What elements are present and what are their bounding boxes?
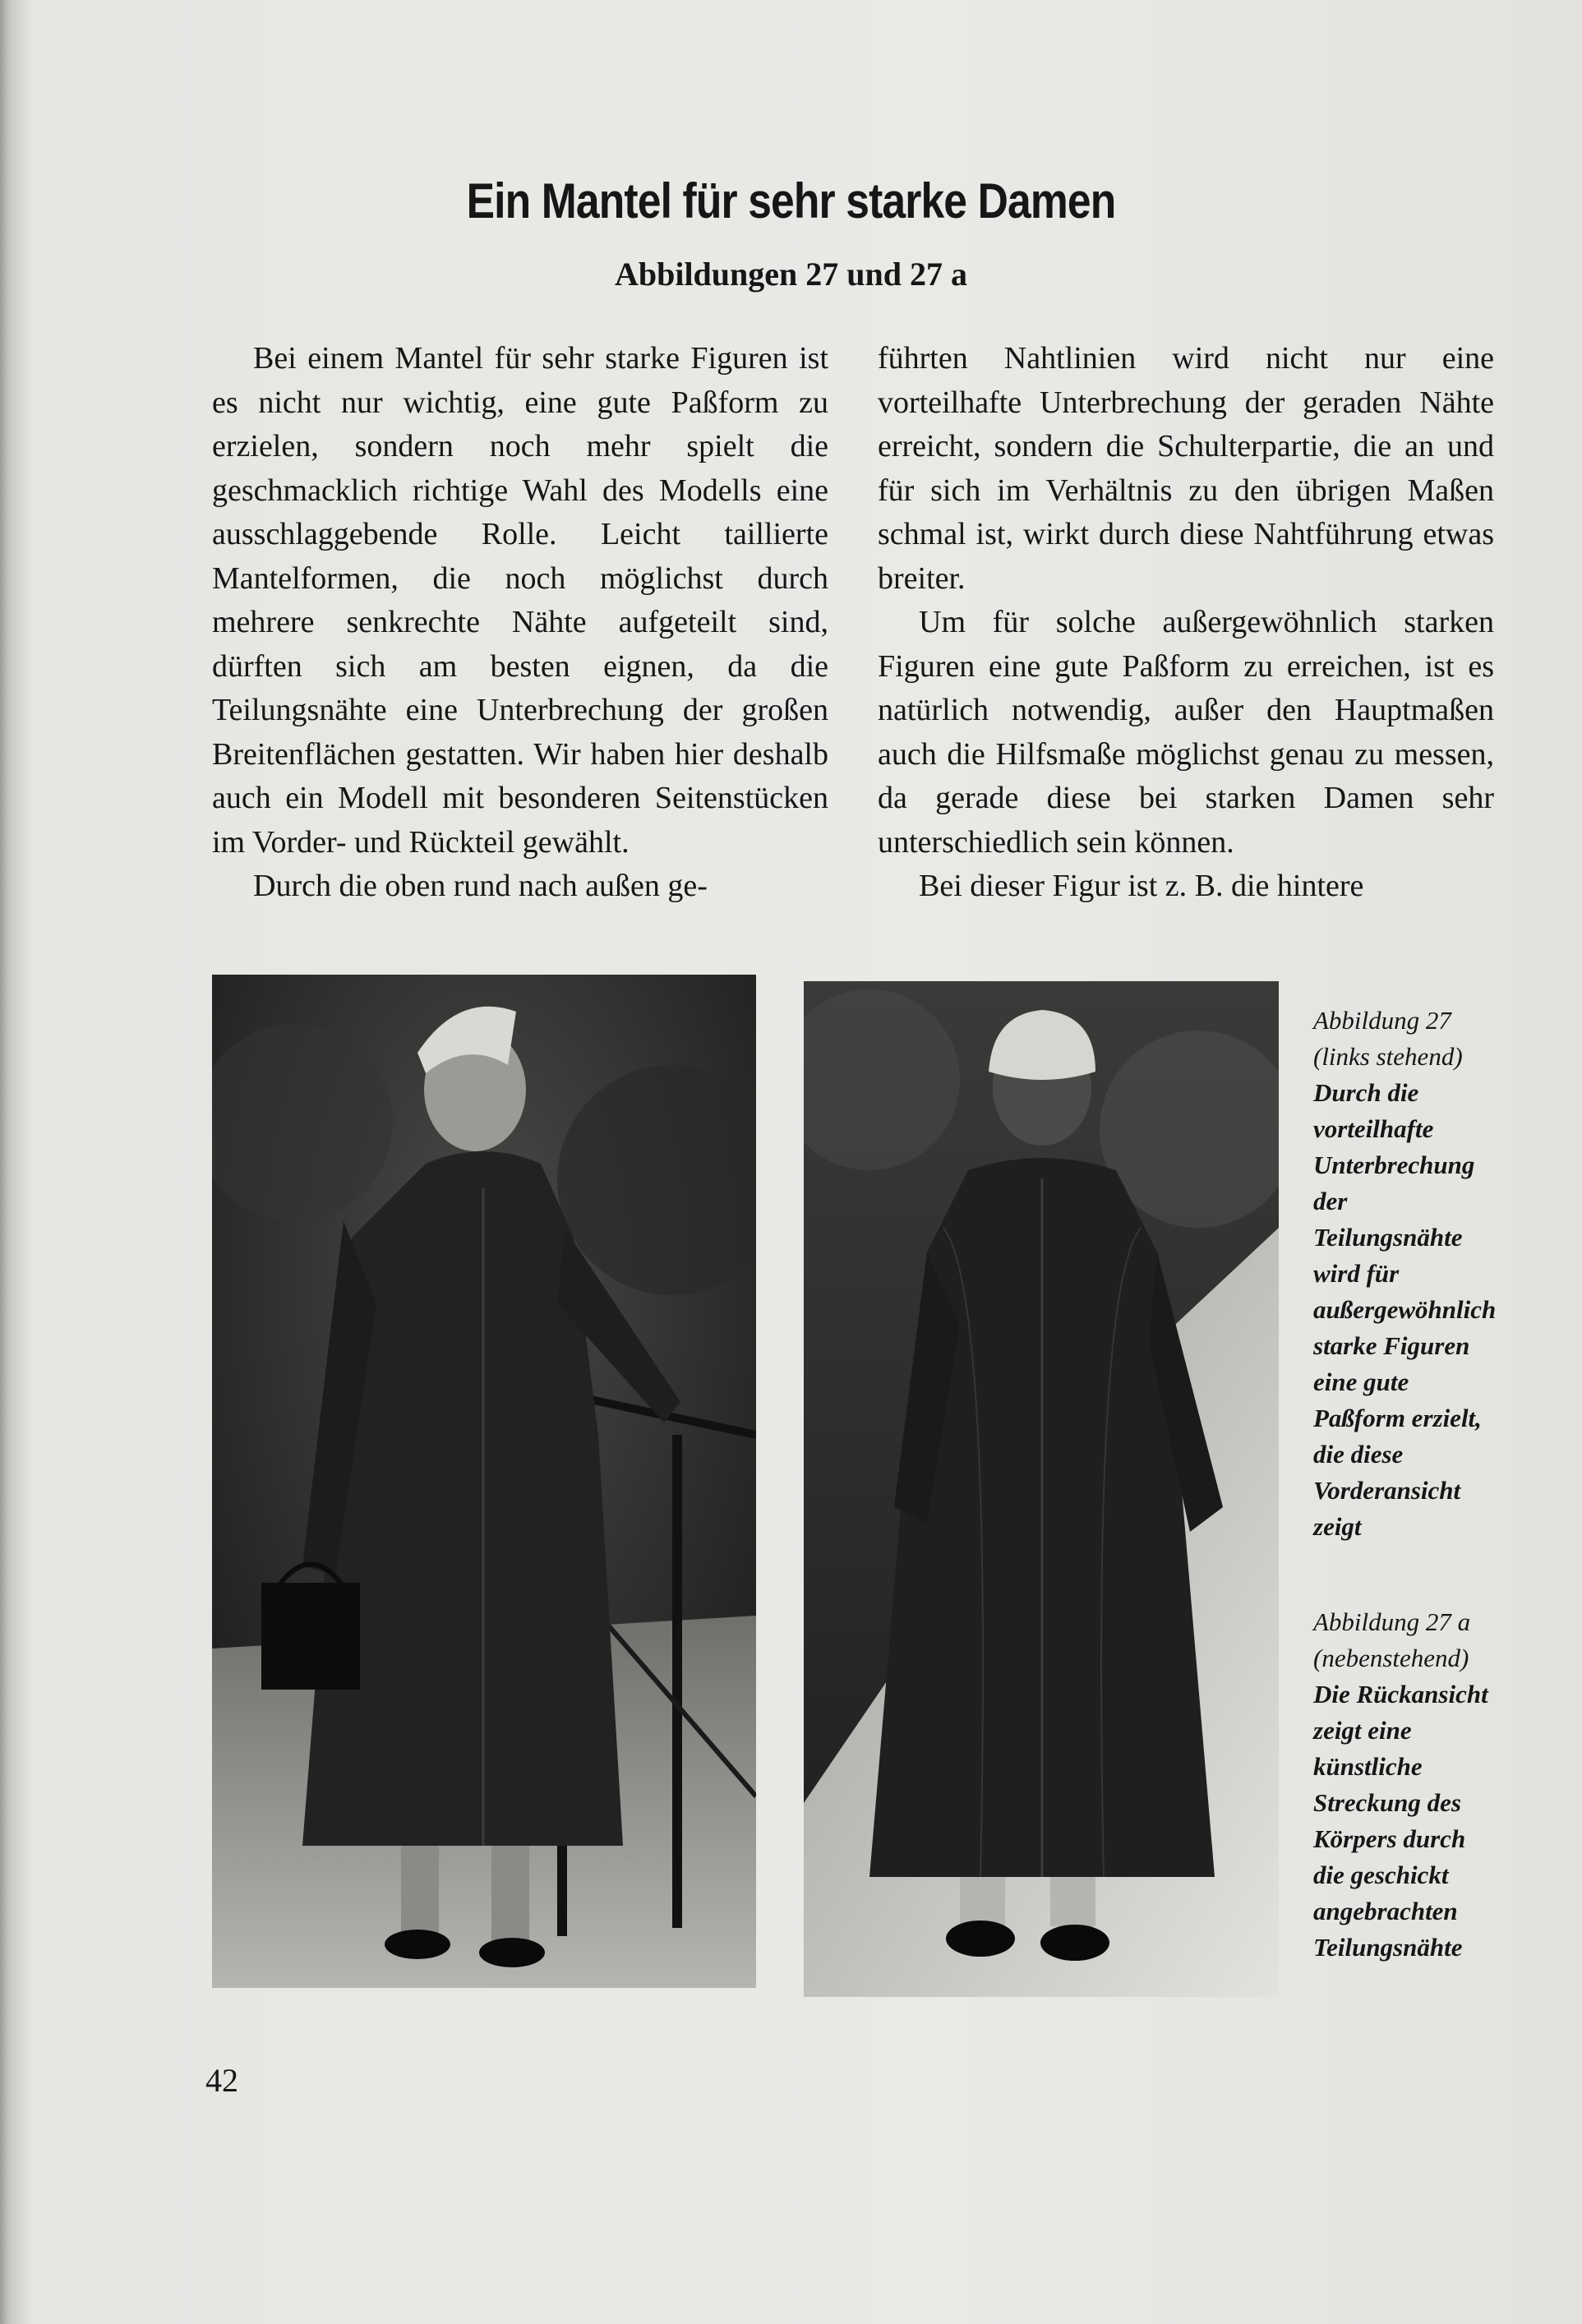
caption-figure-27a: [1313, 1604, 1502, 1966]
caption-body: Durch die vorteilhafte Unterbrechung der Teilungsnähte wird für außergewöhnlich starke Figuren eine gute Paßform erzielt, die diese Vorderansicht zeigt: [1313, 1078, 1497, 1541]
paragraph: Bei dieser Figur ist z. B. die hintere: [919, 869, 1364, 903]
photo-back-view-image: [804, 981, 1279, 1997]
paragraph: Durch die oben rund nach außen ge-: [253, 869, 708, 903]
right-text-column: [878, 337, 1494, 909]
left-text-column: [212, 337, 828, 909]
caption-title: Abbildung 27 (links stehend): [1313, 1006, 1463, 1071]
article-title: Ein Mantel für sehr starke Damen: [466, 173, 1116, 228]
photo-front-view: [212, 975, 756, 1988]
photo-front-view-image: [212, 975, 756, 1988]
paragraph: Um für solche außergewöhnlich starken Figuren eine gute Paßform zu erreichen, ist es natürlich notwendig, außer den Hauptmaßen auch die Hilfsmaße möglichst genau zu messen, da gerade diese bei starken Damen sehr unterschiedlich sein können.: [878, 605, 1494, 860]
caption-body: Die Rückansicht zeigt eine künstliche Streckung des Körpers durch die geschickt angebrachten Teilungsnähte: [1313, 1680, 1488, 1962]
paragraph: führten Nahtlinien wird nicht nur eine vorteilhafte Unterbrechung der geraden Nähte erreicht, sondern die Schulterpartie, die an und für sich im Verhältnis zu den übrigen Maßen schmal ist, wirkt durch diese Nahtführung etwas breiter.: [878, 341, 1494, 596]
caption-title: Abbildung 27 a (nebenstehend): [1313, 1607, 1471, 1672]
page-number: 42: [205, 2062, 238, 2099]
paragraph: Bei einem Mantel für sehr starke Figuren ist es nicht nur wichtig, eine gute Paßform zu erzielen, sondern noch mehr spielt die geschmacklich richtige Wahl des Modells eine ausschlaggebende Rolle. Leicht taillierte Mantelformen, die noch möglichst durch mehrere senkrechte Nähte aufgeteilt sind, dürften sich am besten eignen, da die Teilungsnähte eine Unterbrechung der großen Breitenflächen gestatten. Wir haben hier deshalb auch ein Modell mit besonderen Seitenstücken im Vorder- und Rückteil gewählt.: [212, 341, 828, 860]
article-subtitle: Abbildungen 27 und 27 a: [614, 256, 968, 293]
photo-back-view: [804, 981, 1279, 1997]
caption-figure-27: [1313, 1003, 1502, 1545]
